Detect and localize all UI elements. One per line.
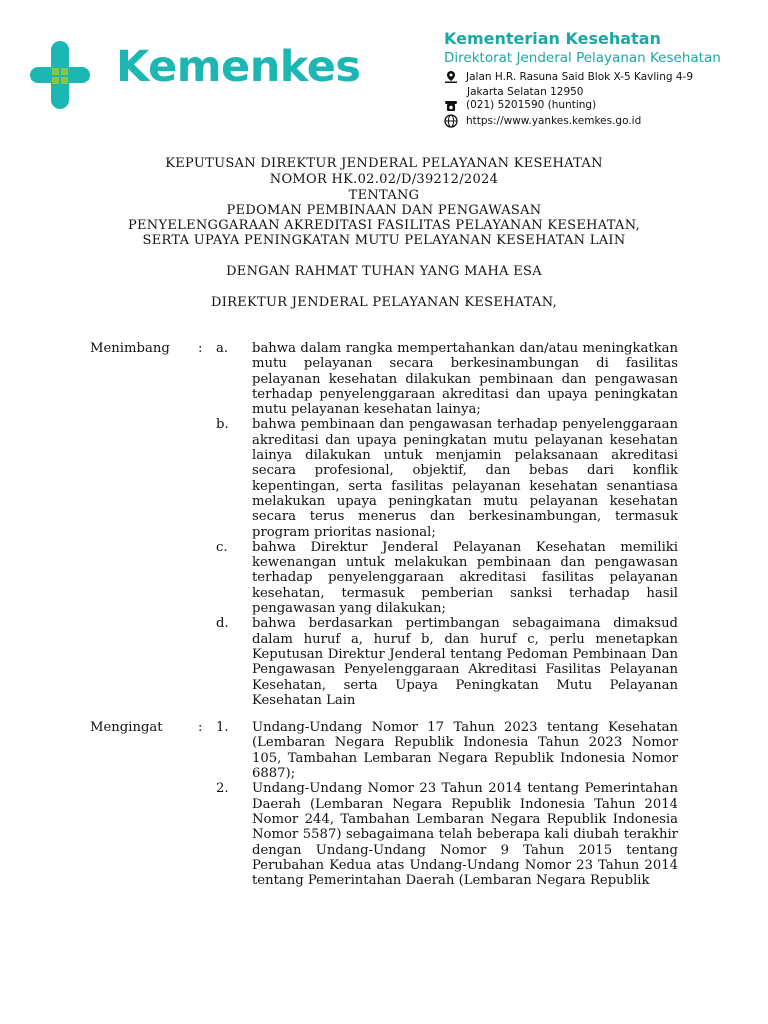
directorate-name: Direktorat Jenderal Pelayanan Kesehatan [444,50,721,66]
letterhead [0,0,768,140]
item-text: bahwa Direktur Jenderal Pelayanan Kesehatan memiliki kewenangan untuk melakukan pembinaan dan pengawasan terhadap penyelenggaraan akreditasi fasilitas pelayanan kesehatan, termasuk pemberian sanksi terhadap hasil pengawasan yang dilakukan; [252,539,678,617]
list-item [90,781,690,888]
blessing-line: DENGAN RAHMAT TUHAN YANG MAHA ESA [226,264,542,279]
item-text: Undang-Undang Nomor 23 Tahun 2014 tentang Pemerintahan Daerah (Lembaran Negara Republik Indonesia Tahun 2014 Nomor 244, Tambahan Lembaran Negara Republik Indonesia Nomor 5587) sebagaimana telah beberapa kali diubah terakhir dengan Undang-Undang Nomor 9 Tahun 2015 tentang Perubahan Kedua atas Undang-Undang Nomor 23 Tahun 2014 tentang Pemerintahan Daerah (Lembaran Negara Republik [252,781,678,889]
decree-number: NOMOR HK.02.02/D/39212/2024 [269,172,499,187]
list-item [90,341,690,417]
item-text: bahwa pembinaan dan pengawasan terhadap penyelenggaraan akreditasi dan upaya peningkatan mutu pelayanan kesehatan lainya dilakukan untuk menjamin pelaksanaan akreditasi secara profesional, objektif, dan bebas dari konflik kepentingan, serta fasilitas pelayanan kesehatan senantiasa melakukan upaya peningkatan mutu pelayanan kesehatan secara terus menerus dan berkesinambungan, termasuk program prioritas nasional; [252,417,678,540]
item-marker: a. [216,341,229,356]
decree-body [90,341,690,888]
item-marker: c. [216,539,228,555]
item-marker: b. [216,417,229,433]
item-text: Undang-Undang Nomor 17 Tahun 2023 tentang Kesehatan (Lembaran Negara Republik Indonesia Tahun 2023 Nomor 105, Tambahan Lembaran Negara Republik Indonesia Nomor 6887); [252,720,678,782]
list-item [90,417,690,539]
phone-line: (021) 5201590 (hunting) [444,98,596,112]
decree-tentang: TENTANG [348,188,420,203]
section-label: Menimbang [90,341,170,356]
location-pin-icon [444,70,458,84]
decree-title: KEPUTUSAN DIREKTUR JENDERAL PELAYANAN KESEHATAN [165,156,603,171]
decree-subject-1: PEDOMAN PEMBINAAN DAN PENGAWASAN [226,203,542,218]
globe-icon [444,114,458,128]
section-label: Mengingat [90,720,163,736]
item-marker: d. [216,616,229,632]
decree-subject-3: SERTA UPAYA PENINGKATAN MUTU PELAYANAN KESEHATAN LAIN [142,233,626,248]
ministry-name: Kementerian Kesehatan [444,29,661,48]
mengingat-section [90,720,690,888]
address-line: Jalan H.R. Rasuna Said Blok X-5 Kavling 4-9 [444,70,693,84]
section-spacer [90,708,690,720]
decree-subject-2: PENYELENGGARAAN AKREDITASI FASILITAS PELAYANAN KESEHATAN, [127,218,641,233]
section-colon: : [198,720,203,736]
list-item [90,616,690,708]
kemenkes-logo-icon [30,40,90,110]
website-line: https://www.yankes.kemkes.go.id [444,114,641,128]
section-colon: : [198,341,203,356]
brand-name: Kemenkes [116,42,361,92]
official-title: DIREKTUR JENDERAL PELAYANAN KESEHATAN, [210,295,558,310]
item-marker: 1. [216,720,229,736]
menimbang-section [90,341,690,708]
item-text: bahwa berdasarkan pertimbangan sebagaimana dimaksud dalam huruf a, huruf b, dan huruf c, perlu menetapkan Keputusan Direktur Jenderal tentang Pedoman Pembinaan Dan Pengawasan Penyelenggaraan Akreditasi Fasilitas Pelayanan Kesehatan, serta Upaya Peningkatan Mutu Pelayanan Kesehatan Lain [252,616,678,708]
list-item [90,540,690,616]
item-text: bahwa dalam rangka mempertahankan dan/atau meningkatkan mutu pelayanan secara berkesinambungan di fasilitas pelayanan kesehatan dilakukan pembinaan dan pengawasan terhadap penyelenggaraan akreditasi dan upaya peningkatan mutu pelayanan kesehatan lainya; [252,341,678,418]
list-item [90,720,690,781]
address-line-2: Jakarta Selatan 12950 [467,86,584,98]
item-marker: 2. [216,781,229,797]
phone-icon [444,98,458,112]
